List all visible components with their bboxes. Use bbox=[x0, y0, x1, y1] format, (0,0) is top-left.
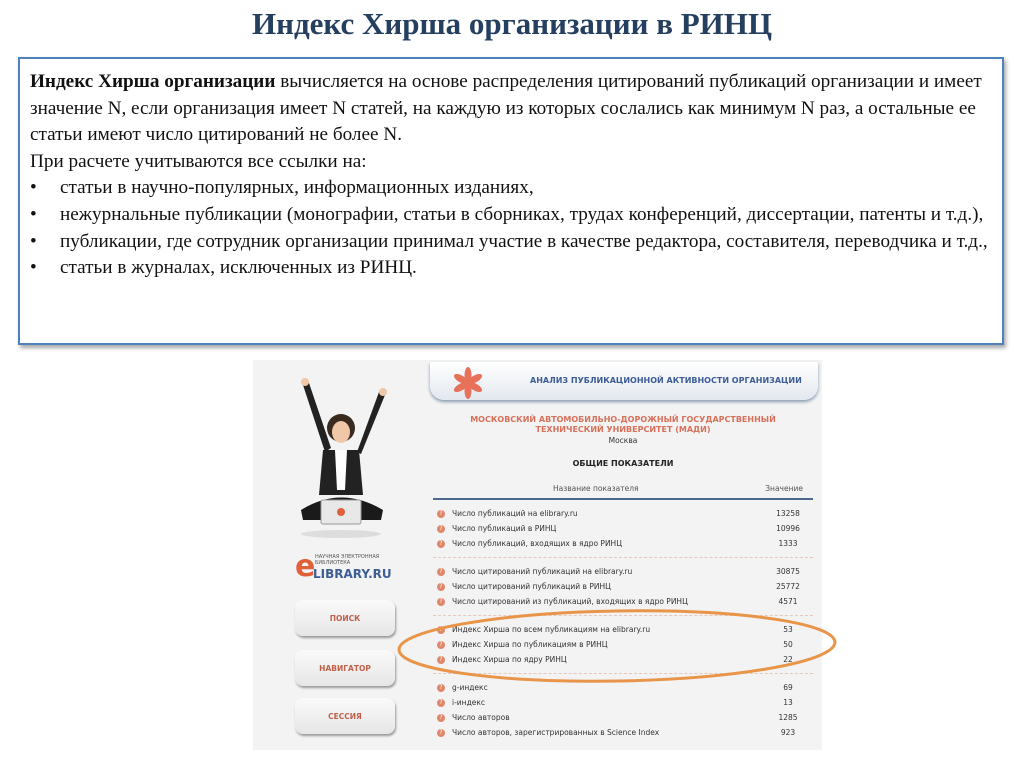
indicator-name: Число авторов, зарегистрированных в Science Index bbox=[452, 728, 660, 737]
bullet-item bbox=[30, 175, 992, 202]
banner-title: АНАЛИЗ ПУБЛИКАЦИОННОЙ АКТИВНОСТИ ОРГАНИЗАЦИИ bbox=[530, 376, 802, 385]
definition-box bbox=[18, 57, 1004, 345]
definition-text: вычисляется на основе распределения цитирований публикаций организации и имеет значение N, если организация имеет N статей, на каждую из которых сослались как минимум N раз, а остальные ее статьи имеют число цитирований не более N. bbox=[30, 71, 982, 146]
page-banner bbox=[430, 362, 818, 400]
asterisk-logo-icon bbox=[450, 365, 486, 401]
indicator-name: Число цитирований публикаций на elibrary.ru bbox=[452, 567, 633, 576]
bullet-marker: • bbox=[30, 177, 37, 199]
indicator-value[interactable]: 53 bbox=[783, 625, 793, 634]
column-value-header: Значение bbox=[765, 484, 803, 493]
indicator-name: i-индекс bbox=[452, 698, 486, 707]
logo-subtitle: НАУЧНАЯ ЭЛЕКТРОННАЯ БИБЛИОТЕКА bbox=[315, 554, 380, 566]
woman-with-laptop-image bbox=[293, 370, 393, 540]
table-row bbox=[433, 696, 813, 711]
indicator-value[interactable]: 13 bbox=[783, 698, 793, 707]
indicator-name: Число публикаций в РИНЦ bbox=[452, 524, 557, 533]
indicator-name: Число цитирований публикаций в РИНЦ bbox=[452, 582, 611, 591]
indicator-name: g-индекс bbox=[452, 683, 488, 692]
highlight-ellipse bbox=[393, 600, 843, 690]
help-icon[interactable]: ? bbox=[437, 626, 445, 634]
intro: При расчете учитываются все ссылки на: bbox=[30, 150, 367, 172]
indicator-name: Индекс Хирша по всем публикациям на elibrary.ru bbox=[452, 625, 651, 634]
table-row bbox=[433, 522, 813, 537]
indicator-value[interactable]: 1333 bbox=[778, 539, 798, 548]
help-icon[interactable]: ? bbox=[437, 714, 445, 722]
organization-name[interactable]: МОСКОВСКИЙ АВТОМОБИЛЬНО-ДОРОЖНЫЙ ГОСУДАРСТВЕННЫЙ ТЕХНИЧЕСКИЙ УНИВЕРСИТЕТ (МАДИ) bbox=[470, 415, 776, 434]
bullet-text: статьи в научно-популярных, информационных изданиях, bbox=[60, 177, 534, 199]
indicator-value[interactable]: 69 bbox=[783, 683, 793, 692]
help-icon[interactable]: ? bbox=[437, 583, 445, 591]
indicator-name: Число авторов bbox=[452, 713, 510, 722]
bullet-item bbox=[30, 202, 992, 229]
help-icon[interactable]: ? bbox=[437, 540, 445, 548]
session-nav-button[interactable]: СЕССИЯ bbox=[295, 698, 395, 734]
definition-term: Индекс Хирша организации bbox=[30, 71, 276, 92]
indicator-value[interactable]: 923 bbox=[780, 728, 796, 737]
table-row bbox=[433, 726, 813, 741]
table-row bbox=[433, 537, 813, 552]
table-row bbox=[433, 580, 813, 595]
elibrary-logo[interactable]: e НАУЧНАЯ ЭЛЕКТРОННАЯ БИБЛИОТЕКА LIBRARY.RU bbox=[295, 550, 395, 582]
bullet-item bbox=[30, 255, 992, 282]
table-row bbox=[433, 711, 813, 726]
bullet-marker: • bbox=[30, 257, 37, 279]
bullet-text: нежурнальные публикации (монографии, статьи в сборниках, трудах конференций, диссертации, патенты и т.д.), bbox=[60, 203, 984, 225]
bullet-text: публикации, где сотрудник организации принимал участие в качестве редактора, составителя, переводчика и т.д., bbox=[60, 230, 988, 252]
indicator-value[interactable]: 1285 bbox=[778, 713, 798, 722]
help-icon[interactable]: ? bbox=[437, 729, 445, 737]
indicator-value[interactable]: 22 bbox=[783, 655, 793, 664]
group-separator bbox=[433, 557, 813, 558]
column-name-header: Название показателя bbox=[553, 484, 639, 493]
bullet-marker: • bbox=[30, 230, 37, 252]
help-icon[interactable]: ? bbox=[437, 568, 445, 576]
elibrary-screenshot bbox=[253, 360, 822, 750]
indicator-value[interactable]: 25772 bbox=[776, 582, 800, 591]
indicator-value[interactable]: 13258 bbox=[776, 509, 800, 518]
indicator-name: Индекс Хирша по публикациям в РИНЦ bbox=[452, 640, 608, 649]
indicator-name: Число цитирований из публикаций, входящих в ядро РИНЦ bbox=[452, 597, 688, 606]
help-icon[interactable]: ? bbox=[437, 684, 445, 692]
table-row bbox=[433, 507, 813, 522]
navigator-nav-button[interactable]: НАВИГАТОР bbox=[295, 650, 395, 686]
indicator-value[interactable]: 10996 bbox=[776, 524, 800, 533]
table-header bbox=[433, 482, 813, 500]
search-nav-button[interactable]: ПОИСК bbox=[295, 600, 395, 636]
help-icon[interactable]: ? bbox=[437, 656, 445, 664]
indicator-value[interactable]: 30875 bbox=[776, 567, 800, 576]
organization-city: Москва bbox=[608, 436, 638, 445]
indicator-name: Индекс Хирша по ядру РИНЦ bbox=[452, 655, 567, 664]
bullet-marker: • bbox=[30, 203, 37, 225]
definition bbox=[30, 69, 992, 149]
logo-text: LIBRARY.RU bbox=[313, 567, 392, 581]
indicator-value[interactable]: 50 bbox=[783, 640, 793, 649]
table-row bbox=[433, 565, 813, 580]
indicator-name: Число публикаций, входящих в ядро РИНЦ bbox=[452, 539, 623, 548]
help-icon[interactable]: ? bbox=[437, 510, 445, 518]
bullet-text: статьи в журналах, исключенных из РИНЦ. bbox=[60, 257, 417, 279]
bullet-item bbox=[30, 229, 992, 256]
slide-title: Индекс Хирша организации в РИНЦ bbox=[251, 6, 773, 41]
help-icon[interactable]: ? bbox=[437, 598, 445, 606]
indicator-name: Число публикаций на elibrary.ru bbox=[452, 509, 578, 518]
indicator-value[interactable]: 4571 bbox=[778, 597, 798, 606]
help-icon[interactable]: ? bbox=[437, 525, 445, 533]
section-heading: ОБЩИЕ ПОКАЗАТЕЛИ bbox=[572, 459, 674, 468]
help-icon[interactable]: ? bbox=[437, 641, 445, 649]
help-icon[interactable]: ? bbox=[437, 699, 445, 707]
